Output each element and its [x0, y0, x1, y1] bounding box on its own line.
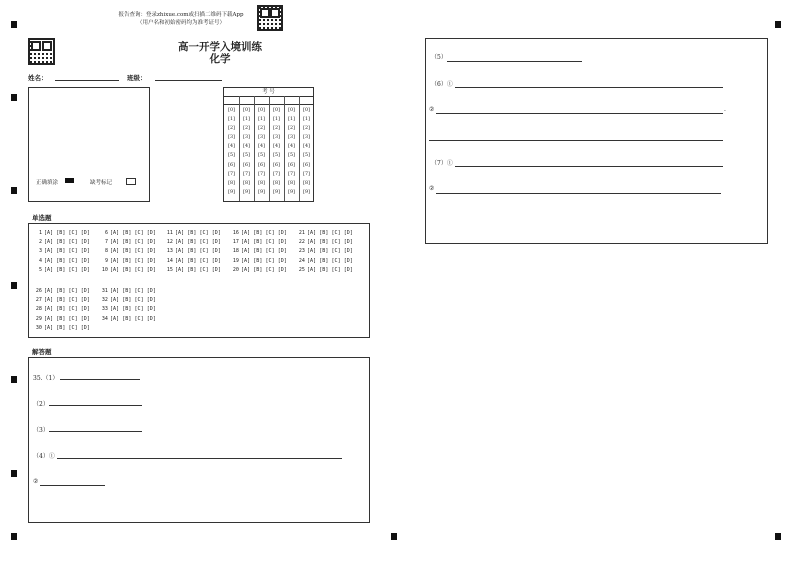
exam-id-bubble[interactable]: [5]: [243, 153, 250, 159]
exam-id-column: [240, 106, 253, 197]
choice-question: [101, 288, 156, 294]
question-number: 24: [298, 258, 305, 264]
choice-question: [35, 306, 90, 312]
timing-mark: [11, 533, 17, 540]
timing-mark: [11, 470, 17, 477]
question-number: 23: [298, 248, 305, 254]
choice-options[interactable]: [A] [B] [C] [D]: [307, 248, 353, 254]
question-number: 12: [166, 239, 173, 245]
choice-options[interactable]: [A] [B] [C] [D]: [175, 267, 221, 273]
question-number: 18: [232, 248, 239, 254]
choice-options[interactable]: [A] [B] [C] [D]: [241, 230, 287, 236]
choice-options[interactable]: [A] [B] [C] [D]: [110, 267, 156, 273]
exam-id-bubble[interactable]: [7]: [288, 171, 295, 177]
exam-id-bubble[interactable]: [0]: [303, 108, 310, 113]
q6-label: （6）①: [431, 81, 453, 88]
question-number: 21: [298, 230, 305, 236]
choice-question: [35, 288, 90, 294]
choice-question: [166, 230, 221, 236]
exam-id-bubble[interactable]: [6]: [273, 162, 280, 168]
choice-question: [166, 248, 221, 254]
exam-id-bubble[interactable]: [0]: [243, 108, 250, 113]
choice-options[interactable]: [A] [B] [C] [D]: [241, 258, 287, 264]
question-number: 27: [35, 297, 42, 303]
q6-line[interactable]: [455, 87, 723, 88]
exam-id-bubble[interactable]: [7]: [303, 171, 310, 177]
choice-options[interactable]: [A] [B] [C] [D]: [44, 258, 90, 264]
choice-options[interactable]: [A] [B] [C] [D]: [241, 248, 287, 254]
exam-id-bubble[interactable]: [0]: [288, 108, 295, 113]
question-number: 3: [38, 248, 42, 254]
exam-id-bubble[interactable]: [7]: [258, 171, 265, 177]
question-number: 30: [35, 325, 42, 331]
timing-mark: [775, 21, 781, 28]
question-number: 5: [38, 267, 42, 273]
question-number: 22: [298, 239, 305, 245]
q7b-line[interactable]: [436, 193, 721, 194]
question-number: 7: [104, 239, 108, 245]
q5-line[interactable]: [447, 61, 582, 62]
exam-id-bubble[interactable]: [8]: [228, 180, 235, 186]
choice-question: [101, 267, 156, 273]
choice-options[interactable]: [A] [B] [C] [D]: [307, 267, 353, 273]
timing-mark: [391, 533, 397, 540]
timing-mark: [775, 533, 781, 540]
timing-mark: [11, 21, 17, 28]
question-number: 14: [166, 258, 173, 264]
exam-id-bubble[interactable]: [1]: [258, 117, 265, 123]
exam-id-bubble[interactable]: [8]: [288, 180, 295, 186]
exam-id-bubble[interactable]: [3]: [288, 135, 295, 141]
question-number: 19: [232, 258, 239, 264]
exam-id-bubble[interactable]: [6]: [258, 162, 265, 168]
choice-question: [101, 258, 156, 264]
choice-options[interactable]: [A] [B] [C] [D]: [44, 267, 90, 273]
q35-1-label: 35.（1）: [33, 375, 59, 382]
choice-question: [101, 316, 156, 322]
choice-question: [298, 230, 353, 236]
question-number: 25: [298, 267, 305, 273]
choice-question: [101, 230, 156, 236]
exam-id-bubble[interactable]: [7]: [243, 171, 250, 177]
choice-options[interactable]: [A] [B] [C] [D]: [110, 297, 156, 303]
choice-question: [101, 297, 156, 303]
q6b-period: .: [724, 106, 726, 113]
choice-question: [101, 248, 156, 254]
question-number: 16: [232, 230, 239, 236]
section-answer: 解答题: [32, 348, 52, 356]
choice-question: [35, 258, 90, 264]
question-number: 20: [232, 267, 239, 273]
question-number: 4: [38, 258, 42, 264]
choice-question: [166, 258, 221, 264]
exam-id-bubble[interactable]: [1]: [273, 117, 280, 123]
exam-id-bubble[interactable]: [1]: [243, 117, 250, 123]
q35-2-label: （2）: [33, 401, 49, 408]
exam-id-bubble[interactable]: [3]: [273, 135, 280, 141]
q35-4b-label: ②: [33, 478, 39, 485]
exam-id-column: [300, 106, 313, 197]
exam-id-bubble[interactable]: [8]: [258, 180, 265, 186]
exam-id-column: [225, 106, 238, 197]
choice-options[interactable]: [A] [B] [C] [D]: [110, 239, 156, 245]
q6c-line[interactable]: [429, 140, 723, 141]
exam-id-bubble[interactable]: [4]: [228, 144, 235, 150]
choice-question: [298, 258, 353, 264]
choice-options[interactable]: [A] [B] [C] [D]: [110, 288, 156, 294]
exam-id-bubble[interactable]: [9]: [258, 189, 265, 195]
exam-id-bubble[interactable]: [0]: [258, 108, 265, 113]
question-number: 9: [104, 258, 108, 264]
question-number: 26: [35, 288, 42, 294]
exam-id-bubble[interactable]: [2]: [273, 126, 280, 132]
exam-id-column: [285, 106, 298, 197]
report-notice: [112, 11, 250, 27]
exam-id-bubble[interactable]: [8]: [303, 180, 310, 186]
choice-question: [35, 325, 90, 331]
section-single-choice: 单选题: [32, 214, 52, 222]
name-label: 姓名：: [28, 74, 48, 82]
exam-id-header: 考 号: [262, 89, 275, 95]
page-title: 高一开学入境训练: [178, 41, 262, 53]
exam-id-bubble[interactable]: [4]: [288, 144, 295, 150]
exam-id-bubble[interactable]: [6]: [288, 162, 295, 168]
timing-mark: [11, 187, 17, 194]
question-number: 34: [101, 316, 108, 322]
q35-4b-line[interactable]: [40, 485, 105, 486]
question-number: 33: [101, 306, 108, 312]
choice-options[interactable]: [A] [B] [C] [D]: [241, 267, 287, 273]
choice-options[interactable]: [A] [B] [C] [D]: [44, 316, 90, 322]
choice-options[interactable]: [A] [B] [C] [D]: [44, 288, 90, 294]
choice-options[interactable]: [A] [B] [C] [D]: [175, 258, 221, 264]
notice-line-1: 报告查询：登录zhixue.com或扫描二维码下载App: [118, 12, 244, 18]
exam-id-bubble[interactable]: [1]: [303, 117, 310, 123]
exam-id-bubble[interactable]: [0]: [273, 108, 280, 113]
exam-id-bubble[interactable]: [6]: [243, 162, 250, 168]
choice-options[interactable]: [A] [B] [C] [D]: [110, 316, 156, 322]
exam-id-bubble[interactable]: [5]: [303, 153, 310, 159]
exam-id-bubble[interactable]: [7]: [228, 171, 235, 177]
question-number: 8: [104, 248, 108, 254]
exam-id-bubble[interactable]: [5]: [273, 153, 280, 159]
q7-line[interactable]: [455, 166, 723, 167]
question-number: 1: [38, 230, 42, 236]
question-number: 17: [232, 239, 239, 245]
choice-options[interactable]: [A] [B] [C] [D]: [44, 306, 90, 312]
choice-options[interactable]: [A] [B] [C] [D]: [241, 239, 287, 245]
choice-question: [35, 316, 90, 322]
choice-options[interactable]: [A] [B] [C] [D]: [307, 239, 353, 245]
choice-options[interactable]: [A] [B] [C] [D]: [44, 297, 90, 303]
exam-id-bubble[interactable]: [6]: [303, 162, 310, 168]
exam-id-bubble[interactable]: [9]: [303, 189, 310, 195]
correct-fill-label: 正确填涂: [36, 180, 59, 186]
exam-id-bubble[interactable]: [3]: [228, 135, 235, 141]
choice-question: [298, 239, 353, 245]
timing-mark: [11, 282, 17, 289]
choice-question: [101, 306, 156, 312]
question-number: 15: [166, 267, 173, 273]
choice-question: [35, 248, 90, 254]
exam-id-bubble[interactable]: [8]: [243, 180, 250, 186]
exam-id-bubble[interactable]: [7]: [273, 171, 280, 177]
exam-id-bubble[interactable]: [4]: [258, 144, 265, 150]
q35-3-label: （3）: [33, 427, 49, 434]
q7b-label: ②: [429, 185, 435, 192]
choice-options[interactable]: [A] [B] [C] [D]: [44, 248, 90, 254]
choice-options[interactable]: [A] [B] [C] [D]: [44, 239, 90, 245]
answer-area-left: [28, 357, 370, 523]
choice-question: [101, 239, 156, 245]
choice-question: [232, 230, 287, 236]
choice-question: [35, 230, 90, 236]
exam-id-column: [255, 106, 268, 197]
exam-id-bubble[interactable]: [9]: [288, 189, 295, 195]
question-number: 2: [38, 239, 42, 245]
exam-id-bubble[interactable]: [2]: [303, 126, 310, 132]
missing-mark-label: 缺考标记: [90, 180, 113, 186]
choice-options[interactable]: [A] [B] [C] [D]: [44, 325, 90, 331]
exam-id-column: [270, 106, 283, 197]
choice-question: [35, 297, 90, 303]
exam-id-bubble[interactable]: [4]: [273, 144, 280, 150]
q5-label: （5）: [431, 54, 447, 61]
q7-label: （7）①: [431, 160, 453, 167]
q6b-label: ②: [429, 106, 435, 113]
choice-options[interactable]: [A] [B] [C] [D]: [307, 258, 353, 264]
exam-id-bubble[interactable]: [3]: [243, 135, 250, 141]
question-number: 32: [101, 297, 108, 303]
choice-options[interactable]: [A] [B] [C] [D]: [44, 230, 90, 236]
exam-id-bubble[interactable]: [2]: [288, 126, 295, 132]
exam-id-bubble[interactable]: [4]: [243, 144, 250, 150]
exam-id-grid: [223, 87, 314, 202]
download-qr-code: [257, 5, 283, 31]
choice-question: [35, 239, 90, 245]
choice-options[interactable]: [A] [B] [C] [D]: [175, 239, 221, 245]
exam-id-bubble[interactable]: [0]: [228, 108, 235, 113]
q6b-line[interactable]: [436, 113, 723, 114]
choice-question: [232, 239, 287, 245]
missing-mark-box[interactable]: [126, 178, 136, 185]
question-number: 6: [104, 230, 108, 236]
correct-fill-sample: [65, 178, 74, 183]
exam-id-bubble[interactable]: [9]: [243, 189, 250, 195]
exam-id-bubble[interactable]: [8]: [273, 180, 280, 186]
choice-options[interactable]: [A] [B] [C] [D]: [110, 248, 156, 254]
exam-id-bubble[interactable]: [2]: [258, 126, 265, 132]
question-number: 28: [35, 306, 42, 312]
exam-id-bubble[interactable]: [4]: [303, 144, 310, 150]
exam-id-bubble[interactable]: [9]: [228, 189, 235, 195]
exam-id-bubble[interactable]: [5]: [228, 153, 235, 159]
q35-2-line[interactable]: [49, 405, 142, 406]
name-field[interactable]: [55, 80, 119, 81]
choice-options[interactable]: [A] [B] [C] [D]: [110, 258, 156, 264]
choice-question: [298, 267, 353, 273]
exam-id-bubble[interactable]: [2]: [228, 126, 235, 132]
q35-4-label: （4）①: [33, 453, 55, 460]
timing-mark: [11, 94, 17, 101]
question-number: 29: [35, 316, 42, 322]
choice-options[interactable]: [A] [B] [C] [D]: [175, 230, 221, 236]
question-number: 10: [101, 267, 108, 273]
exam-id-bubble[interactable]: [3]: [258, 135, 265, 141]
student-qr-code: [28, 38, 55, 65]
exam-id-bubble[interactable]: [3]: [303, 135, 310, 141]
q35-4-line[interactable]: [57, 458, 342, 459]
class-label: 班级：: [127, 74, 147, 82]
choice-options[interactable]: [A] [B] [C] [D]: [110, 230, 156, 236]
choice-options[interactable]: [A] [B] [C] [D]: [110, 306, 156, 312]
choice-options[interactable]: [A] [B] [C] [D]: [175, 248, 221, 254]
exam-id-bubble[interactable]: [1]: [228, 117, 235, 123]
exam-id-bubble[interactable]: [2]: [243, 126, 250, 132]
choice-question: [35, 267, 90, 273]
class-field[interactable]: [155, 80, 222, 81]
question-number: 11: [166, 230, 173, 236]
exam-id-bubble[interactable]: [5]: [288, 153, 295, 159]
page-subtitle: 化学: [209, 53, 231, 65]
exam-id-bubble[interactable]: [9]: [273, 189, 280, 195]
question-number: 13: [166, 248, 173, 254]
choice-question: [232, 267, 287, 273]
choice-options[interactable]: [A] [B] [C] [D]: [307, 230, 353, 236]
question-number: 31: [101, 288, 108, 294]
notice-line-2: （用户名和初始密码均为准考证号）: [136, 20, 225, 26]
timing-mark: [11, 376, 17, 383]
exam-id-bubble[interactable]: [1]: [288, 117, 295, 123]
answer-area-right: [425, 38, 768, 244]
choice-question: [166, 239, 221, 245]
choice-question: [166, 267, 221, 273]
exam-id-bubble[interactable]: [5]: [258, 153, 265, 159]
choice-question: [232, 248, 287, 254]
choice-question: [298, 248, 353, 254]
q35-1-line[interactable]: [60, 379, 140, 380]
exam-id-bubble[interactable]: [6]: [228, 162, 235, 168]
choice-question: [232, 258, 287, 264]
q35-3-line[interactable]: [49, 431, 142, 432]
